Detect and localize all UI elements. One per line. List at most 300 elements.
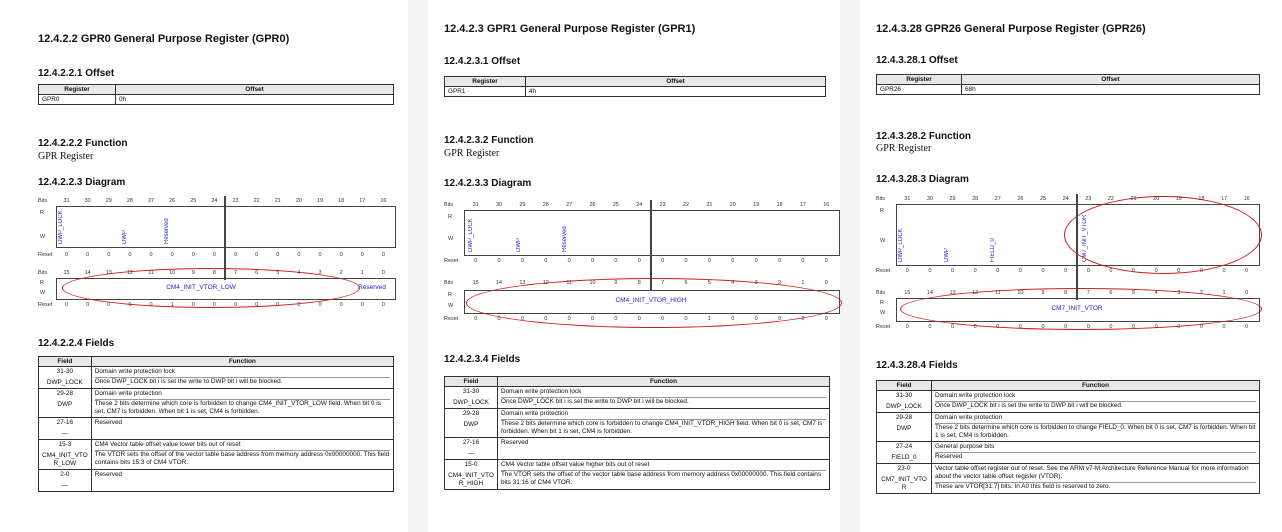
byte-divider (650, 200, 652, 290)
field-cell (39, 440, 92, 470)
bit-number: 2 (1199, 290, 1203, 296)
bit-number: 21 (1130, 196, 1137, 202)
bit-number: 5 (707, 280, 711, 286)
function-detail: The VTOR sets the offset of the vector table base address from memory address 0x00000000. This field contains bits 31:16 of CM4 VTOR. (501, 470, 826, 487)
bit-number: 23 (232, 198, 239, 204)
function-text: GPR Register (444, 148, 500, 159)
fields-heading: 12.4.2.2.4 Fields (38, 338, 115, 349)
diagram-heading: 12.4.2.3.3 Diagram (444, 178, 532, 189)
panel-gap (840, 0, 860, 532)
reset-value: 0 (614, 258, 618, 264)
bit-number: 30 (926, 196, 933, 202)
reset-value: 0 (801, 316, 805, 322)
bit-number: 17 (1221, 196, 1228, 202)
reset-label: Reset (38, 302, 53, 308)
field-reserved-lower: Reserved (358, 284, 386, 291)
reset-value: 0 (614, 316, 618, 322)
bit-number: 9 (191, 270, 195, 276)
reset-value: 0 (255, 302, 259, 308)
function-heading: 12.4.2.2.2 Function (38, 138, 128, 149)
reset-label: Reset (38, 252, 53, 258)
reset-value: 0 (128, 252, 132, 258)
field-bits: 15-0 (464, 461, 478, 468)
field-reserved: Reserved (562, 226, 568, 252)
field-name: — (61, 430, 69, 437)
bit-number: 9 (614, 280, 618, 286)
reset-value: 0 (731, 316, 735, 322)
section-title: 12.4.2.3 GPR1 General Purpose Register (GPR1) (444, 23, 696, 35)
bit-number: 13 (949, 290, 956, 296)
reset-value: 0 (544, 316, 548, 322)
reset-value: 0 (731, 258, 735, 264)
reset-value: 0 (474, 316, 478, 322)
fields-header-function: Function (932, 381, 1260, 391)
bits-label: Bits (38, 270, 48, 276)
reset-value: 0 (1041, 324, 1045, 330)
field-cell (39, 367, 92, 389)
bit-number: 8 (637, 280, 641, 286)
bit-number: 24 (636, 202, 643, 208)
reset-value: 0 (1018, 324, 1022, 330)
bit-number: 6 (255, 270, 259, 276)
reset-value: 0 (297, 252, 301, 258)
r-label: R (448, 214, 452, 220)
reset-value: 0 (339, 302, 343, 308)
function-summary: Reserved (94, 419, 123, 426)
bit-number: 28 (972, 196, 979, 202)
r-label: R (880, 300, 884, 306)
bit-number: 16 (823, 202, 830, 208)
reset-value: 0 (497, 316, 501, 322)
bit-number: 27 (994, 196, 1001, 202)
bit-number: 17 (799, 202, 806, 208)
bit-number: 13 (519, 280, 526, 286)
bit-number: 18 (338, 198, 345, 204)
field-dwp-lock: DWP_LOCK (898, 228, 904, 262)
reset-value: 0 (149, 302, 153, 308)
function-cell (932, 442, 1260, 464)
field-dwp: DWP (122, 230, 128, 244)
function-cell (498, 387, 830, 409)
field-cell (877, 391, 932, 413)
reset-value: 0 (276, 252, 280, 258)
bit-number: 0 (1245, 290, 1249, 296)
bit-number: 4 (731, 280, 735, 286)
reset-label: Reset (876, 268, 891, 274)
function-cell (91, 440, 393, 470)
bit-number: 29 (105, 198, 112, 204)
bit-number: 14 (496, 280, 503, 286)
field-name: DWP_LOCK (453, 399, 489, 406)
bit-number: 15 (904, 290, 911, 296)
reset-value: 0 (1018, 268, 1022, 274)
byte-divider (1076, 194, 1078, 300)
function-summary: CM4 Vector table offset value lower bits out of reset (94, 441, 241, 448)
w-label: W (448, 303, 454, 309)
reset-value: 0 (149, 252, 153, 258)
reset-label: Reset (444, 258, 459, 264)
fields-header-function: Function (498, 377, 830, 387)
fields-header-field: Field (877, 381, 932, 391)
bit-number: 29 (949, 196, 956, 202)
reset-value: 0 (234, 252, 238, 258)
bit-number: 28 (542, 202, 549, 208)
table-row (445, 387, 830, 409)
offset-header-register: Register (877, 75, 962, 85)
reset-value: 0 (191, 252, 195, 258)
bit-number: 0 (824, 280, 828, 286)
fields-heading: 12.4.2.3.4 Fields (444, 354, 521, 365)
r-label: R (40, 210, 44, 216)
fields-table (38, 356, 394, 492)
table-row (445, 460, 830, 490)
offset-header-register: Register (39, 85, 116, 95)
field-name: DWP (896, 425, 912, 432)
bit-number: 2 (778, 280, 782, 286)
field-bits: 2-0 (60, 471, 70, 478)
reset-value: 0 (318, 252, 322, 258)
reset-value: 0 (973, 324, 977, 330)
reset-value: 0 (661, 258, 665, 264)
reset-value: 0 (212, 252, 216, 258)
function-cell (91, 470, 393, 492)
field-name: CM4_INIT_VTO R_LOW (42, 452, 88, 467)
r-label: R (448, 292, 452, 298)
reset-value: 0 (255, 252, 259, 258)
reset-value: 0 (1064, 268, 1068, 274)
function-summary: Domain write protection lock (94, 368, 175, 375)
bit-number: 27 (148, 198, 155, 204)
bit-number: 19 (317, 198, 324, 204)
function-summary: Domain write protection lock (501, 388, 582, 395)
table-row (877, 442, 1260, 464)
bit-number: 0 (381, 270, 385, 276)
bit-number: 20 (295, 198, 302, 204)
reset-value: 0 (1132, 324, 1136, 330)
fields-rows (39, 367, 394, 492)
w-label: W (880, 238, 886, 244)
field-cell (877, 413, 932, 442)
function-detail: These are VTOR[31:7] bits. In A0 this field is reserved to zero. (935, 482, 1256, 491)
reset-value: 0 (497, 258, 501, 264)
reset-value: 0 (1109, 324, 1113, 330)
fields-header-field: Field (39, 357, 92, 367)
bit-number: 10 (1017, 290, 1024, 296)
bit-number: 21 (706, 202, 713, 208)
bit-number: 14 (84, 270, 91, 276)
offset-register-cell: GPR0 (39, 95, 116, 105)
bit-number: 27 (566, 202, 573, 208)
reset-value: 0 (778, 258, 782, 264)
bit-number: 30 (84, 198, 91, 204)
bit-number: 6 (684, 280, 688, 286)
reset-value: 0 (637, 258, 641, 264)
function-detail: The VTOR sets the offset of the vector table base address from memory address 0x00000000. This field contains bits 15:3 of CM4 VTOR. (94, 451, 390, 466)
bit-number: 22 (1107, 196, 1114, 202)
function-detail: Reserved (935, 452, 1256, 461)
reset-value: 0 (297, 302, 301, 308)
reset-value: 0 (544, 258, 548, 264)
function-detail: Once DWP_LOCK bit i is set the write to DWP bit i will be blocked. (95, 377, 390, 386)
bit-number: 10 (169, 270, 176, 276)
offset-header-offset: Offset (116, 85, 394, 95)
field-bits: 23-0 (897, 465, 911, 472)
byte-divider (224, 196, 226, 280)
table-row (39, 418, 394, 440)
reset-value: 0 (128, 302, 132, 308)
bit-number: 18 (1198, 196, 1205, 202)
function-detail: Once DWP_LOCK bit i is set the write to DWP bit i will be blocked. (501, 397, 826, 406)
panel-gap (408, 0, 428, 532)
reset-value: 0 (474, 258, 478, 264)
table-row (877, 391, 1260, 413)
bit-number: 12 (126, 270, 133, 276)
bit-number: 22 (253, 198, 260, 204)
function-heading: 12.4.3.28.2 Function (876, 131, 972, 142)
bit-number: 31 (904, 196, 911, 202)
fields-header-field: Field (445, 377, 498, 387)
function-summary: Domain write protection (935, 414, 1003, 421)
field-dwp: DWP (944, 248, 950, 262)
field-bits: 27-24 (895, 443, 913, 450)
bit-number: 9 (1041, 290, 1045, 296)
bit-number: 3 (1177, 290, 1181, 296)
reset-value: 0 (824, 258, 828, 264)
reset-value: 0 (107, 302, 111, 308)
reset-value: 0 (951, 268, 955, 274)
reset-value: 0 (754, 316, 758, 322)
offset-heading: 12.4.3.28.1 Offset (876, 55, 958, 66)
reset-value: 0 (928, 324, 932, 330)
field-dwp-lock: DWP_LOCK (468, 218, 474, 252)
reset-value: 0 (276, 302, 280, 308)
gpr0-panel (22, 0, 408, 532)
bit-number: 7 (234, 270, 238, 276)
function-summary: Reserved (94, 471, 123, 478)
function-detail: Once DWP_LOCK bit i is set the write to DWP bit i will be blocked. (935, 401, 1256, 410)
reset-value: 0 (973, 268, 977, 274)
function-cell (91, 418, 393, 440)
reset-value: 0 (707, 258, 711, 264)
field-cell (39, 418, 92, 440)
table-row (39, 470, 394, 492)
upper-register-box (56, 206, 396, 248)
function-heading: 12.4.2.3.2 Function (444, 135, 534, 146)
highlight-ellipse (1064, 196, 1262, 274)
reset-value: 0 (360, 252, 364, 258)
reset-value: 0 (1154, 268, 1158, 274)
table-row (877, 413, 1260, 442)
offset-header-register: Register (445, 77, 526, 87)
bit-number: 29 (519, 202, 526, 208)
field-cell (445, 460, 498, 490)
bit-number: 2 (339, 270, 343, 276)
offset-header-offset: Offset (526, 77, 826, 87)
reset-value: 0 (1199, 324, 1203, 330)
bit-number: 24 (1062, 196, 1069, 202)
function-summary: Domain write protection (94, 390, 162, 397)
bit-number: 7 (661, 280, 665, 286)
reset-value: 0 (520, 258, 524, 264)
bit-number: 4 (1154, 290, 1158, 296)
field-cell (877, 442, 932, 464)
reset-value: 0 (661, 316, 665, 322)
offset-table (444, 76, 826, 97)
function-summary: Vector table offset register out of reset. See the ARM v7-M Architecture Reference Manual for more information about the vector table offset register (VTOR). (935, 465, 1249, 480)
reset-value: 0 (1177, 268, 1181, 274)
reset-value: 0 (996, 324, 1000, 330)
reset-value: 1 (170, 302, 174, 308)
register-diagram (444, 200, 830, 328)
reset-label: Reset (876, 324, 891, 330)
bit-number: 23 (1085, 196, 1092, 202)
field-name: CM7_INIT_VTO R (881, 476, 927, 491)
function-cell (932, 391, 1260, 413)
field-cell (877, 464, 932, 494)
offset-register-cell: GPR26 (877, 85, 962, 95)
reset-value: 0 (360, 302, 364, 308)
bit-number: 11 (148, 270, 154, 276)
gpr26-panel (860, 0, 1260, 532)
fields-rows (877, 391, 1260, 494)
register-diagram (38, 196, 398, 314)
reset-value: 0 (1064, 324, 1068, 330)
diagram-heading: 12.4.3.28.3 Diagram (876, 174, 969, 185)
r-label: R (880, 208, 884, 214)
bit-number: 12 (542, 280, 549, 286)
section-title: 12.4.3.28 GPR26 General Purpose Register (GPR26) (876, 23, 1146, 35)
bit-number: 23 (659, 202, 666, 208)
register-diagram (876, 194, 1260, 334)
bit-number: 30 (496, 202, 503, 208)
bit-number: 1 (360, 270, 364, 276)
reset-value: 0 (1041, 268, 1045, 274)
reset-value: 0 (65, 252, 69, 258)
bits-label: Bits (444, 202, 454, 208)
reset-value: 0 (905, 324, 909, 330)
field-name: CM4_INIT_VTO R_HIGH (448, 472, 494, 487)
r-label: R (40, 280, 44, 286)
bit-number: 26 (1017, 196, 1024, 202)
reset-value: 0 (996, 268, 1000, 274)
reset-value: 0 (824, 316, 828, 322)
bit-number: 8 (212, 270, 216, 276)
bit-number: 21 (274, 198, 281, 204)
function-cell (91, 389, 393, 418)
bit-number: 24 (211, 198, 218, 204)
field-cm4-init-vtor-low: CM4_INIT_VTOR_LOW (166, 284, 236, 291)
function-cell (932, 413, 1260, 442)
bit-number: 5 (276, 270, 280, 276)
bit-number: 20 (1153, 196, 1160, 202)
reset-value: 0 (1222, 268, 1226, 274)
function-summary: Domain write protection lock (935, 392, 1016, 399)
field-bits: 31-30 (895, 392, 913, 399)
bit-number: 13 (105, 270, 112, 276)
reset-value: 0 (754, 258, 758, 264)
bit-number: 4 (297, 270, 301, 276)
bit-number: 25 (612, 202, 619, 208)
field-reserved: Reserved (164, 218, 170, 244)
bit-number: 7 (1086, 290, 1090, 296)
bit-number: 26 (589, 202, 596, 208)
offset-value-cell: 4h (526, 87, 826, 97)
field-bits: 27-16 (56, 419, 74, 426)
bits-label: Bits (876, 196, 886, 202)
reset-value: 0 (318, 302, 322, 308)
table-row (39, 440, 394, 470)
reset-value: 0 (591, 258, 595, 264)
reset-value: 0 (684, 316, 688, 322)
field-name: DWP_LOCK (46, 379, 83, 386)
field-0: FIELD_0 (990, 238, 996, 262)
function-detail: These 2 bits determine which core is forbidden to change FIELD_0. When bit 0 is set, CM7 is forbidden. When bit 1 is set, CM4 is forbidden. (935, 424, 1256, 439)
field-bits: 29-28 (895, 414, 913, 421)
reset-value: 0 (1245, 324, 1249, 330)
fields-table (444, 376, 830, 490)
function-summary: Reserved (501, 439, 529, 446)
w-label: W (40, 234, 46, 240)
function-text: GPR Register (38, 151, 94, 162)
reset-value: 0 (212, 302, 216, 308)
field-cell (445, 387, 498, 409)
reset-value: 0 (381, 302, 385, 308)
reset-value: 0 (567, 316, 571, 322)
field-bits: 29-28 (462, 410, 480, 417)
bit-number: 31 (472, 202, 479, 208)
function-cell (91, 367, 393, 389)
gpr1-panel (428, 0, 828, 532)
reset-value: 0 (567, 258, 571, 264)
bit-number: 3 (318, 270, 322, 276)
bit-number: 14 (926, 290, 933, 296)
field-name: FIELD_0 (891, 454, 917, 461)
function-summary: Domain write protection (501, 410, 569, 417)
bit-number: 5 (1132, 290, 1136, 296)
reset-value: 0 (1109, 268, 1113, 274)
table-row (445, 409, 830, 438)
field-bits: 31-30 (462, 388, 480, 395)
reset-value: 0 (637, 316, 641, 322)
reset-value: 0 (234, 302, 238, 308)
field-name: — (61, 482, 69, 489)
bits-label: Bits (38, 198, 48, 204)
w-label: W (880, 310, 886, 316)
offset-heading: 12.4.2.3.1 Offset (444, 56, 521, 67)
reset-value: 0 (778, 316, 782, 322)
bit-number: 19 (753, 202, 760, 208)
fields-table (876, 380, 1260, 494)
bit-number: 18 (776, 202, 783, 208)
w-label: W (40, 290, 46, 296)
bit-number: 19 (1175, 196, 1182, 202)
bit-number: 22 (683, 202, 690, 208)
bit-number: 17 (359, 198, 366, 204)
reset-value: 1 (707, 316, 711, 322)
bit-number: 16 (1243, 196, 1250, 202)
function-cell (498, 409, 830, 438)
bit-number: 11 (994, 290, 1001, 296)
offset-value-cell: 68h (962, 85, 1260, 95)
bit-number: 20 (729, 202, 736, 208)
reset-value: 0 (1086, 324, 1090, 330)
fields-header-function: Function (91, 357, 393, 367)
bit-number: 11 (566, 280, 573, 286)
field-bits: 15-3 (58, 441, 72, 448)
field-bits: 27-16 (462, 439, 480, 446)
offset-value-cell: 0h (116, 95, 394, 105)
offset-header-offset: Offset (962, 75, 1260, 85)
